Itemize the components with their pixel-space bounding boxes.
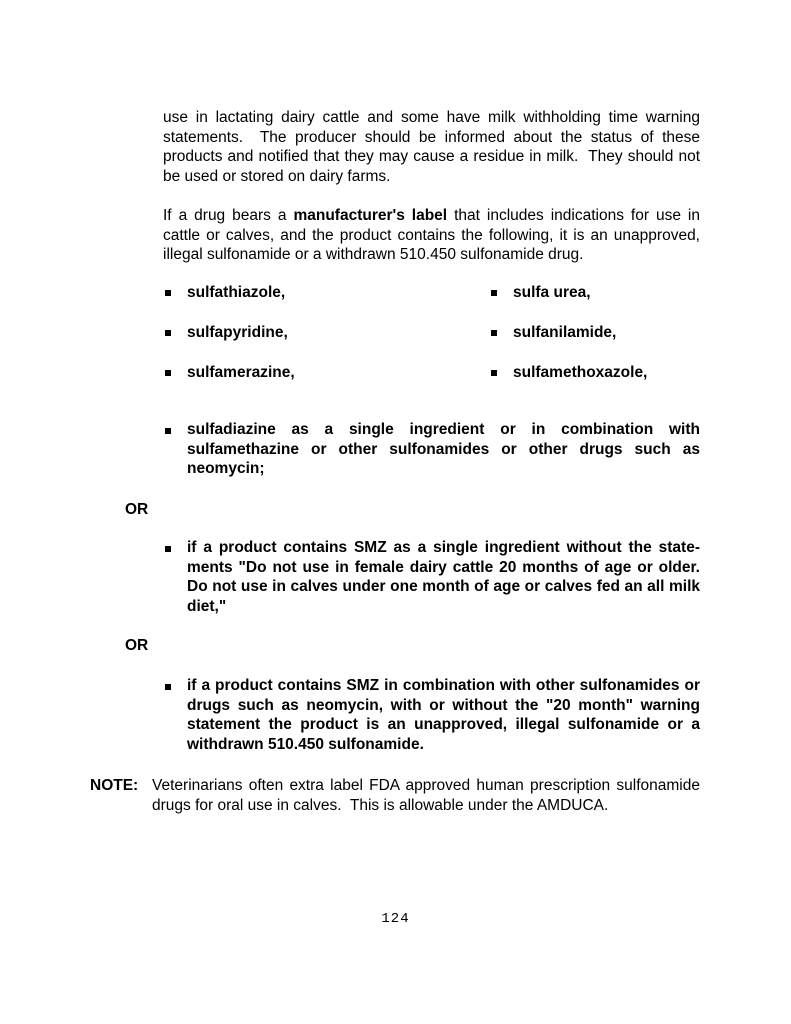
page-number: 124 [381, 911, 410, 927]
bullet-icon [165, 290, 171, 296]
paragraph-milk-withholding: use in lactating dairy cattle and some have milk withholding time warning statements. The producer should be informed about the status of these products and notified that they may cause a residue in milk. They should not be used or stored on dairy farms. [163, 109, 700, 185]
note-text: Veterinarians often extra label FDA approved human prescription sulfonamide drugs for oral use in calves. This is allowable under the AMDUCA. [152, 777, 700, 814]
bullet-icon [165, 546, 171, 552]
list-item-sulfa-urea [491, 283, 591, 303]
paragraph-text-prefix: If a drug bears a [163, 207, 294, 224]
list-item-label: sulfamerazine, [187, 364, 295, 381]
paragraph-manufacturer-label [163, 206, 700, 265]
bullet-paragraph-text: if a product contains SMZ as a single ingredient without the statements "Do not use in female dairy cattle 20 months of age or older. Do not use in calves under one month of age or calves fed an all milk diet," [187, 539, 700, 615]
bullet-paragraph-text: if a product contains SMZ in combination with other sulfonamides or drugs such as neomycin, with or without the "20 month" warning statement the product is an unapproved, illegal sulfonamide or a withdrawn 510.450 sulfonamide. [187, 677, 700, 753]
list-item-label: sulfa urea, [513, 284, 591, 301]
list-item-label: sulfapyridine, [187, 324, 288, 341]
paragraph-text-suffix: that includes indications for use in cattle or calves, and the product contains the following, it is an unapproved, illegal sulfonamide or a withdrawn 510.450 sulfonamide drug. [163, 207, 700, 263]
manufacturer-label-bold-text: manufacturer's label [293, 207, 448, 224]
bullet-paragraph-smz-combination [165, 676, 700, 754]
note-label: NOTE: [90, 777, 139, 794]
or-separator-2: OR [125, 637, 149, 654]
bullet-icon [165, 684, 171, 690]
list-item-sulfapyridine [165, 323, 288, 343]
bullet-icon [165, 428, 171, 434]
list-item-sulfathiazole [165, 283, 285, 303]
bullet-paragraph-text: sulfadiazine as a single ingredient or in combination with sulfamethazine or other sulfonamides or other drugs such as neomycin; [187, 421, 700, 477]
bullet-icon [165, 330, 171, 336]
bullet-paragraph-sulfadiazine [165, 420, 700, 479]
bullet-icon [491, 330, 497, 336]
bullet-paragraph-smz-single [165, 538, 700, 616]
or-separator-1: OR [125, 501, 149, 518]
list-item-sulfamethoxazole [491, 363, 647, 383]
list-item-label: sulfathiazole, [187, 284, 286, 301]
bullet-icon [491, 290, 497, 296]
list-item-label: sulfanilamide, [513, 324, 617, 341]
list-item-sulfamerazine [165, 363, 295, 383]
bullet-icon [165, 370, 171, 376]
list-item-sulfanilamide [491, 323, 616, 343]
list-item-label: sulfamethoxazole, [513, 364, 648, 381]
bullet-icon [491, 370, 497, 376]
